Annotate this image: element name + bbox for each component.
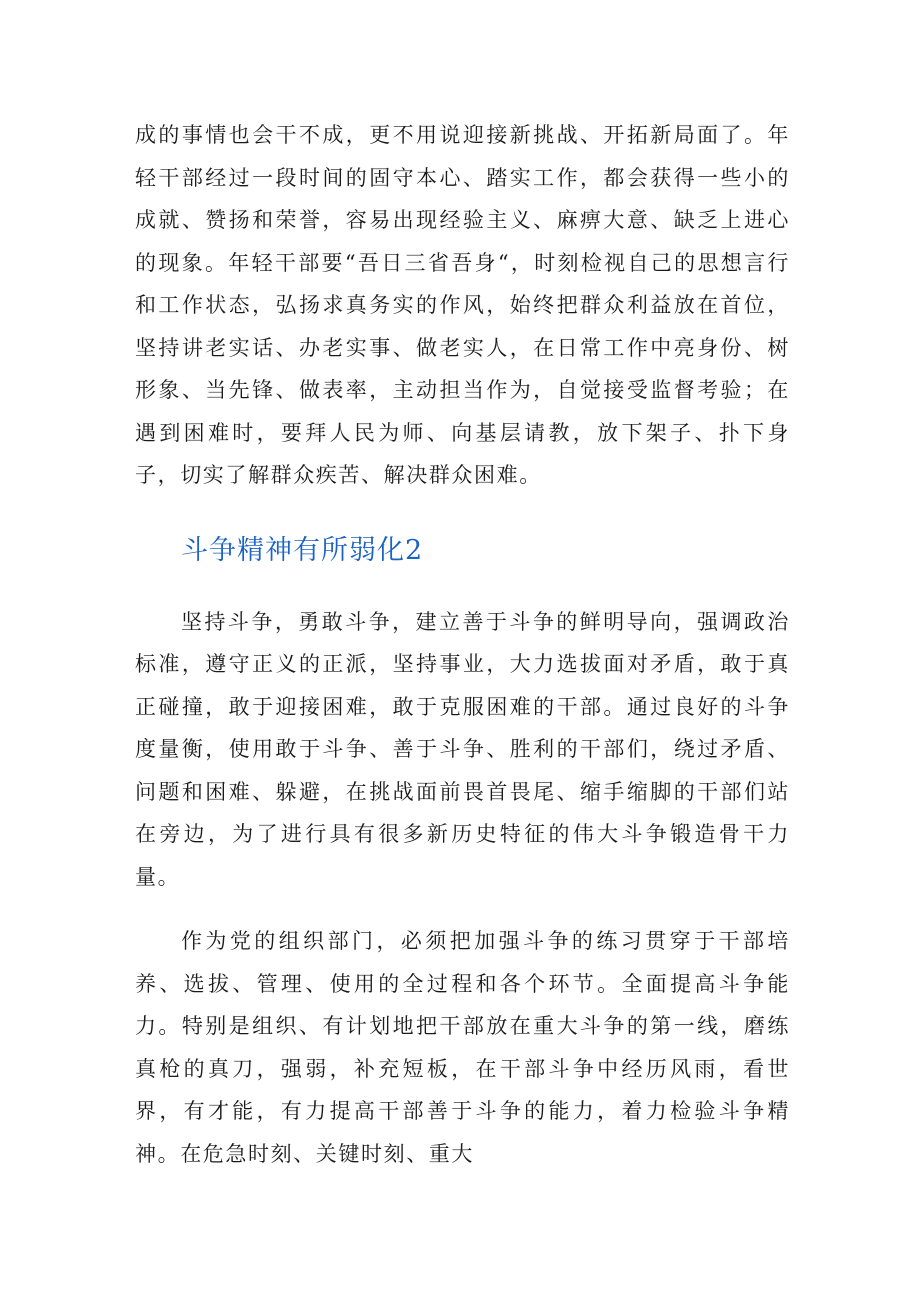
paragraph-organization-department: 作为党的组织部门，必须把加强斗争的练习贯穿于干部培养、选拔、管理、使用的全过程和各个环节。全面提高斗争能力。特别是组织、有计划地把干部放在重大斗争的第一线，磨练真枪的真刀，强弱，补充短板，在干部斗争中经历风雨，看世界，有才能，有力提高干部善于斗争的能力，着力检验斗争精神。在危急时刻、关键时刻、重大 bbox=[135, 929, 790, 1166]
section-heading: 斗争精神有所弱化2 bbox=[181, 534, 424, 566]
paragraph-struggle-orientation: 坚持斗争，勇敢斗争，建立善于斗争的鲜明导向，强调政治标准，遵守正义的正派，坚持事业，大力选拔面对矛盾，敢于真正碰撞，敢于迎接困难，敢于克服困难的干部。通过良好的斗争度量衡，使用敢于斗争、善于斗争、胜利的干部们，绕过矛盾、问题和困难、躲避，在挑战面前畏首畏尾、缩手缩脚的干部们站在旁边，为了进行具有很多新历史特征的伟大斗争锻造骨干力量。 bbox=[135, 609, 790, 889]
document-body bbox=[135, 114, 790, 1175]
paragraph-continued: 成的事情也会干不成，更不用说迎接新挑战、开拓新局面了。年轻干部经过一段时间的固守本心、踏实工作，都会获得一些小的成就、赞扬和荣誉，容易出现经验主义、麻痹大意、缺乏上进心的现象。年轻干部要“吾日三省吾身“，时刻检视自己的思想言行和工作状态，弘扬求真务实的作风，始终把群众利益放在首位，坚持讲老实话、办老实事、做老实人，在日常工作中亮身份、树形象、当先锋、做表率，主动担当作为，自觉接受监督考验；在遇到困难时，要拜人民为师、向基层请教，放下架子、扑下身子，切实了解群众疾苦、解决群众困难。 bbox=[135, 123, 790, 487]
